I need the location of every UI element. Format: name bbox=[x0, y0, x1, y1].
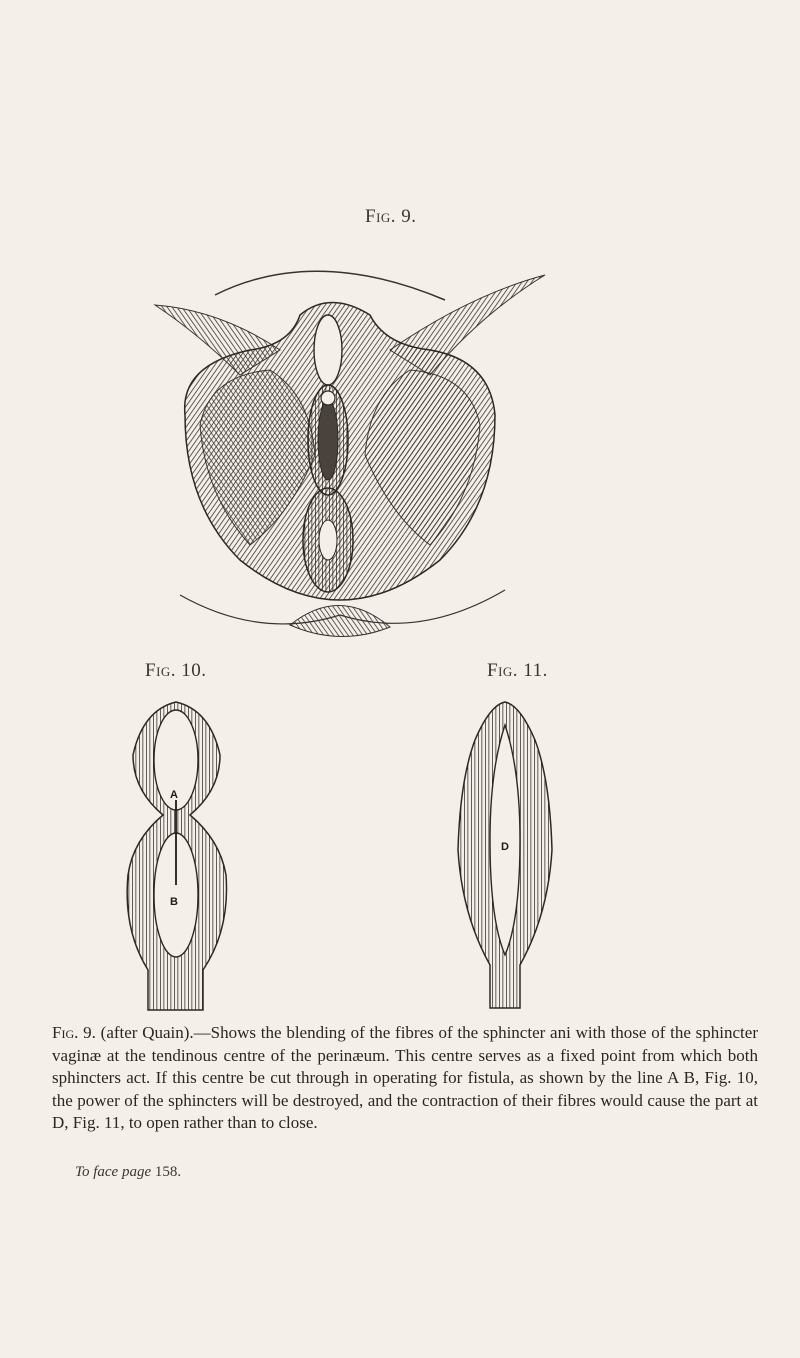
fig-9-title: Fig. 9. bbox=[365, 206, 417, 227]
fig-9-illustration bbox=[140, 255, 560, 660]
fig-10-title: Fig. 10. bbox=[145, 660, 207, 681]
caption-text: (after Quain).—Shows the blending of the fibres of the sphincter ani with those of the sphincter vaginæ at the tendinous centre of the perinæum. This centre serves as a fixed point from which both sphincters act. If this centre be cut through in operating for fistula, as shown by the line A B, Fig. 10, the power of the sphincters will be destroyed, and the contraction of their fibres would cause the part at D, Fig. 11, to open rather than to close. bbox=[52, 1023, 758, 1132]
label-a: A bbox=[170, 789, 178, 801]
caption-figure-ref: Fig. 9. bbox=[52, 1023, 96, 1042]
fig-10-illustration bbox=[118, 700, 238, 1012]
page-footnote bbox=[75, 1164, 181, 1181]
vaginal-orifice bbox=[318, 400, 338, 480]
perineal-centre bbox=[321, 391, 335, 405]
figure-caption bbox=[52, 1022, 758, 1135]
anal-orifice bbox=[319, 520, 337, 560]
footnote-page-number: 158. bbox=[154, 1164, 182, 1180]
label-d: D bbox=[501, 841, 509, 853]
fig-11-illustration bbox=[450, 700, 560, 1012]
fig-11-title: Fig. 11. bbox=[487, 660, 548, 681]
urethral-opening bbox=[314, 315, 342, 385]
footnote-label: To face page bbox=[75, 1164, 152, 1180]
coccyx bbox=[290, 605, 390, 636]
label-b: B bbox=[170, 896, 178, 908]
upper-arc bbox=[215, 271, 445, 300]
